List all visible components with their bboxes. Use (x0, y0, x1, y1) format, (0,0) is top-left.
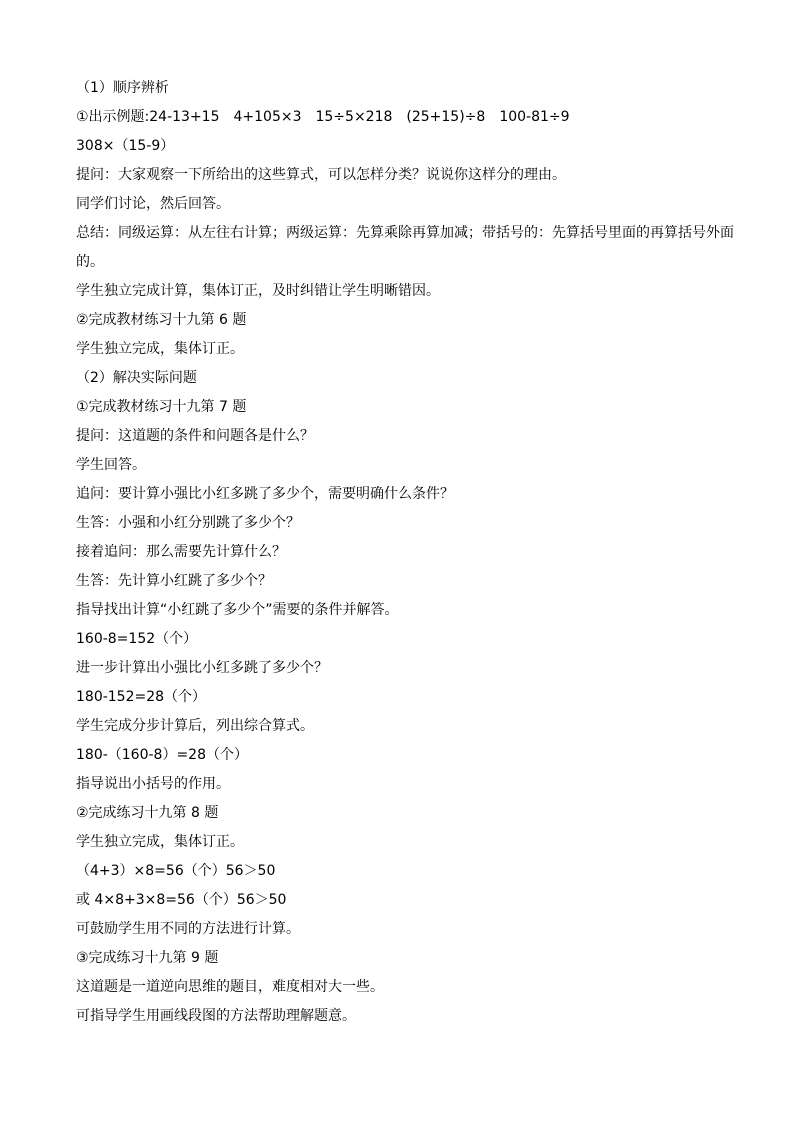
text-line: 同学们讨论，然后回答。 (76, 196, 230, 212)
section-heading-practical: （2）解决实际问题 (76, 370, 197, 386)
equation-line: 或 4×8+3×8=56（个）56＞50 (76, 892, 287, 908)
section-heading-sequence: （1）顺序辨析 (76, 80, 169, 96)
text-line: ②完成教材练习十九第 6 题 (76, 312, 247, 328)
text-line: 可指导学生用画线段图的方法帮助理解题意。 (76, 1008, 356, 1024)
text-line: ②完成练习十九第 8 题 (76, 805, 219, 821)
text-line: 指导说出小括号的作用。 (76, 776, 230, 792)
text-line: 学生回答。 (76, 457, 146, 473)
text-line: 生答：先计算小红跳了多少个？ (76, 573, 272, 589)
text-line: ①完成教材练习十九第 7 题 (76, 399, 247, 415)
summary-paragraph: 总结：同级运算：从左往右计算；两级运算：先算乘除再算加减；带括号的：先算括号里面的再算括号外面的。 (76, 225, 734, 270)
text-line: 学生独立完成，集体订正。 (76, 834, 244, 850)
text-line: ③完成练习十九第 9 题 (76, 950, 219, 966)
text-line: 学生完成分步计算后，列出综合算式。 (76, 718, 314, 734)
text-line: ①出示例题:24-13+15 4+105×3 15÷5×218 (25+15)÷8 100-81÷9 (76, 109, 570, 125)
text-line: 进一步计算出小强比小红多跳了多少个？ (76, 660, 328, 676)
equation-line: 180-152=28（个） (76, 689, 207, 705)
text-line: 学生独立完成，集体订正。 (76, 341, 244, 357)
text-line: 追问：要计算小强比小红多跳了多少个，需要明确什么条件？ (76, 486, 454, 502)
text-line: 指导找出计算“小红跳了多少个”需要的条件并解答。 (76, 602, 399, 618)
equation-line: 180-（160-8）=28（个） (76, 747, 248, 763)
text-line: 可鼓励学生用不同的方法进行计算。 (76, 921, 300, 937)
equation-line: 160-8=152（个） (76, 631, 198, 647)
document-body (76, 74, 736, 1031)
text-line: 接着追问：那么需要先计算什么？ (76, 544, 286, 560)
text-line: 提问：大家观察一下所给出的这些算式，可以怎样分类？说说你这样分的理由。 (76, 167, 566, 183)
text-line: 提问：这道题的条件和问题各是什么？ (76, 428, 314, 444)
text-line: 生答：小强和小红分别跳了多少个？ (76, 515, 300, 531)
text-line: 学生独立完成计算，集体订正，及时纠错让学生明晰错因。 (76, 283, 440, 299)
text-line: 这道题是一道逆向思维的题目，难度相对大一些。 (76, 979, 384, 995)
equation-line: （4+3）×8=56（个）56＞50 (76, 863, 276, 879)
text-line: 308×（15-9） (76, 138, 175, 154)
